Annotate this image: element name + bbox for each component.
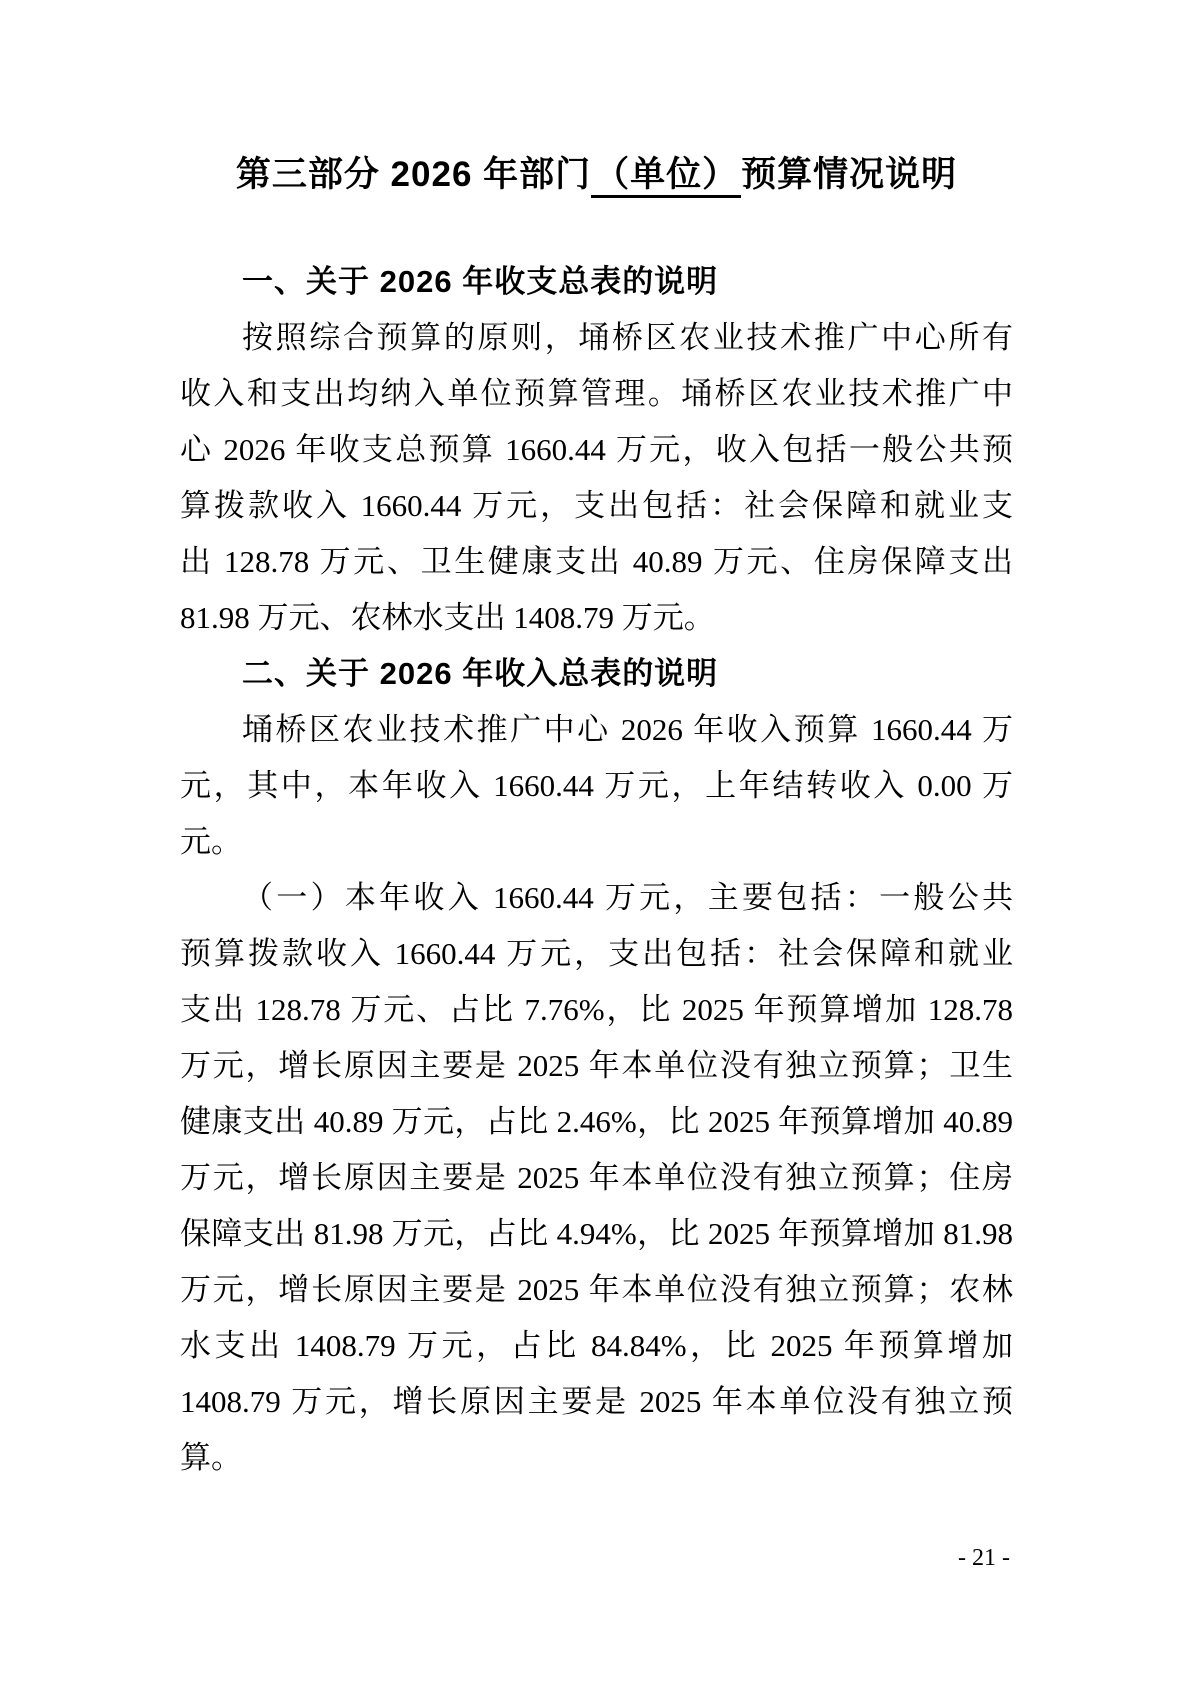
paragraph-line: 按照综合预算的原则，埇桥区农业技术推广中心所有 [242,320,1013,355]
paragraph-line: 收入和支出均纳入单位预算管理。埇桥区农业技术推广中 [180,376,1013,411]
section-2-heading: 二、关于 2026 年收入总表的说明 [242,656,719,691]
paragraph-line: 水支出 1408.79 万元，占比 84.84%，比 2025 年预算增加 [180,1328,1013,1363]
page-number: - 21 - [958,1545,1010,1571]
paragraph-line: 出 128.78 万元、卫生健康支出 40.89 万元、住房保障支出 [180,544,1013,579]
page-title [180,147,1013,203]
paragraph-line: 算拨款收入 1660.44 万元，支出包括：社会保障和就业支 [180,488,1013,523]
paragraph-line: 万元，增长原因主要是 2025 年本单位没有独立预算；卫生 [180,1048,1013,1083]
section-1-heading: 一、关于 2026 年收支总表的说明 [242,264,719,299]
paragraph-line: 1408.79 万元，增长原因主要是 2025 年本单位没有独立预 [180,1384,1013,1419]
paragraph-line: 万元，增长原因主要是 2025 年本单位没有独立预算；农林 [180,1272,1013,1307]
paragraph-line: 算。 [180,1440,242,1475]
paragraph-line: 保障支出 81.98 万元，占比 4.94%，比 2025 年预算增加 81.98 [180,1216,1013,1251]
page-title-underlined: （单位） [591,155,741,198]
paragraph-line: （一）本年收入 1660.44 万元，主要包括：一般公共 [242,880,1013,915]
page-title-pre: 第三部分 2026 年部门 [235,155,592,194]
page-title-post: 预算情况说明 [741,155,958,194]
paragraph-line: 万元，增长原因主要是 2025 年本单位没有独立预算；住房 [180,1160,1013,1195]
paragraph-line: 健康支出 40.89 万元，占比 2.46%，比 2025 年预算增加 40.89 [180,1104,1013,1139]
paragraph-line: 心 2026 年收支总预算 1660.44 万元，收入包括一般公共预 [180,432,1013,467]
paragraph-line: 元，其中，本年收入 1660.44 万元，上年结转收入 0.00 万 [180,768,1013,803]
paragraph-line: 支出 128.78 万元、占比 7.76%，比 2025 年预算增加 128.78 [180,992,1013,1027]
paragraph-line: 元。 [180,824,242,859]
paragraph-line: 埇桥区农业技术推广中心 2026 年收入预算 1660.44 万 [242,712,1013,747]
paragraph-line: 预算拨款收入 1660.44 万元，支出包括：社会保障和就业 [180,936,1013,971]
paragraph-line: 81.98 万元、农林水支出 1408.79 万元。 [180,600,715,635]
document-content [180,147,1013,1486]
